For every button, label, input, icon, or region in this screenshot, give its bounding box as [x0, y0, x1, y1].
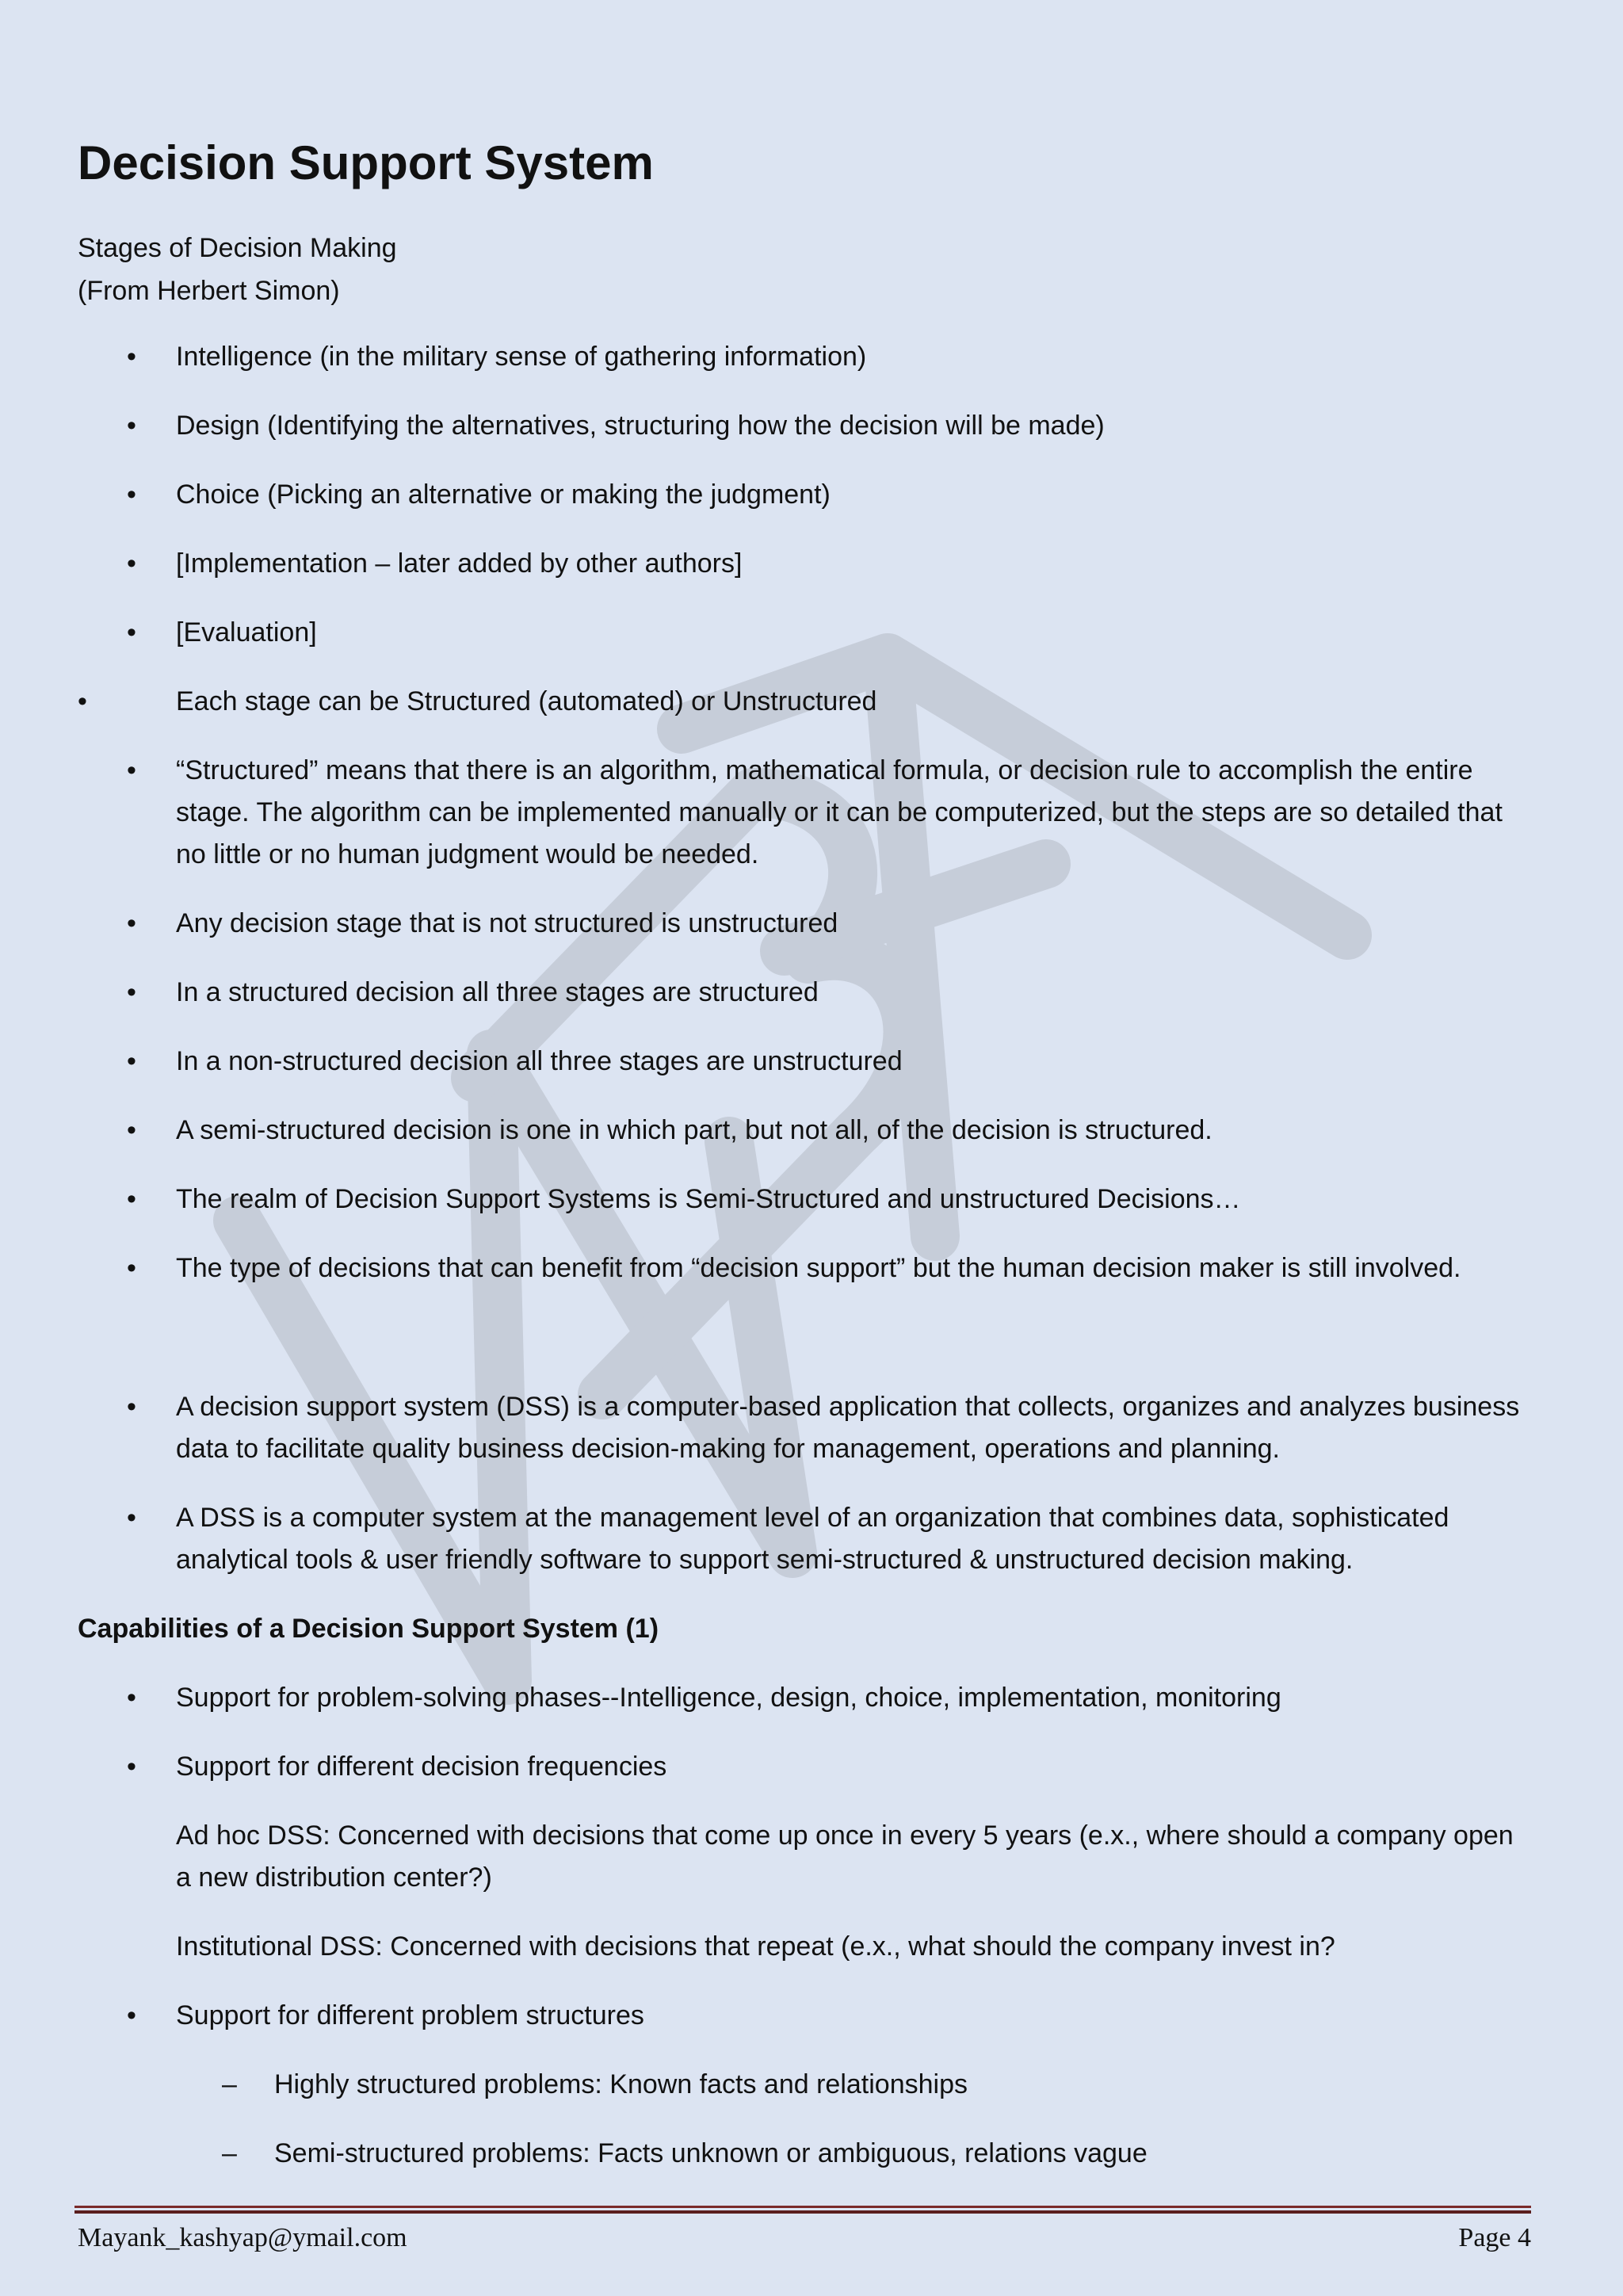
bullet-icon: • [127, 411, 136, 441]
list-item: – Semi-structured problems: Facts unknown or ambiguous, relations vague [78, 2133, 1536, 2175]
list-item: Ad hoc DSS: Concerned with decisions that come up once in every 5 years (e.x., where should a company open a new distribution center?) [176, 1820, 1514, 1893]
capabilities-list [78, 1677, 1536, 2175]
list-item: • A DSS is a computer system at the management level of an organization that combines data, sophisticated analytical tools & user friendly software to support semi-structured & unstructured decision making. [78, 1497, 1536, 1581]
intro-line-source: (From Herbert Simon) [78, 276, 340, 306]
bullet-icon: • [127, 1752, 136, 1782]
list-item: • [Implementation – later added by other authors] [78, 543, 1536, 585]
footer-email: Mayank_kashyap@ymail.com [78, 2223, 407, 2252]
list-item: • The realm of Decision Support Systems is Semi-Structured and unstructured Decisions… [78, 1179, 1536, 1221]
list-item: • Choice (Picking an alternative or making the judgment) [78, 474, 1536, 516]
stages-list [78, 336, 1536, 1581]
bullet-icon: • [127, 908, 136, 938]
list-item: • Support for different problem structures [78, 1995, 1536, 2037]
list-item: • “Structured” means that there is an algorithm, mathematical formula, or decision rule to accomplish the entire stage. The algorithm can be implemented manually or it can be computerized, but the steps are so detailed that no little or no human judgment would be needed. [78, 750, 1536, 876]
bullet-icon: • [127, 479, 136, 510]
bullet-icon: • [78, 686, 87, 716]
list-item: • Design (Identifying the alternatives, structuring how the decision will be made) [78, 405, 1536, 447]
bullet-icon: • [127, 1115, 136, 1145]
page-number: Page 4 [1458, 2223, 1531, 2252]
bullet-icon: • [127, 1503, 136, 1533]
list-item: • [Evaluation] [78, 612, 1536, 654]
page-footer [78, 2223, 1531, 2253]
bullet-icon: • [127, 1253, 136, 1283]
bullet-icon: • [127, 1046, 136, 1076]
bullet-icon: • [127, 617, 136, 648]
list-item: • A semi-structured decision is one in which part, but not all, of the decision is structured. [78, 1110, 1536, 1152]
list-item: • A decision support system (DSS) is a computer-based application that collects, organizes and analyzes business data to facilitate quality business decision-making for management, operations and planning. [78, 1386, 1536, 1470]
bullet-icon: • [127, 342, 136, 372]
capabilities-heading: Capabilities of a Decision Support System (1) [78, 1614, 659, 1644]
bullet-icon: • [127, 1184, 136, 1214]
document-page [78, 135, 1536, 2175]
dash-icon: – [222, 2069, 237, 2099]
list-item: • Support for problem-solving phases--Intelligence, design, choice, implementation, monitoring [78, 1677, 1536, 1719]
bullet-icon: • [127, 977, 136, 1007]
list-item: • Each stage can be Structured (automated) or Unstructured [78, 681, 1536, 723]
list-item: Institutional DSS: Concerned with decisions that repeat (e.x., what should the company invest in? [176, 1931, 1335, 1962]
footer-divider [74, 2206, 1531, 2214]
dash-icon: – [222, 2138, 237, 2168]
list-item: – Highly structured problems: Known facts and relationships [78, 2064, 1536, 2106]
bullet-icon: • [127, 1683, 136, 1713]
document-title: Decision Support System [78, 136, 654, 189]
bullet-icon: • [127, 755, 136, 785]
bullet-icon: • [127, 2000, 136, 2030]
bullet-icon: • [127, 548, 136, 579]
list-item: • In a non-structured decision all three stages are unstructured [78, 1041, 1536, 1083]
list-item: • Intelligence (in the military sense of gathering information) [78, 336, 1536, 378]
list-item: • Support for different decision frequencies [78, 1746, 1536, 1788]
list-item: • The type of decisions that can benefit from “decision support” but the human decision maker is still involved. [78, 1247, 1536, 1289]
intro-line-stages: Stages of Decision Making [78, 233, 397, 263]
bullet-icon: • [127, 1392, 136, 1422]
list-item: • In a structured decision all three stages are structured [78, 972, 1536, 1014]
list-item: • Any decision stage that is not structured is unstructured [78, 903, 1536, 945]
